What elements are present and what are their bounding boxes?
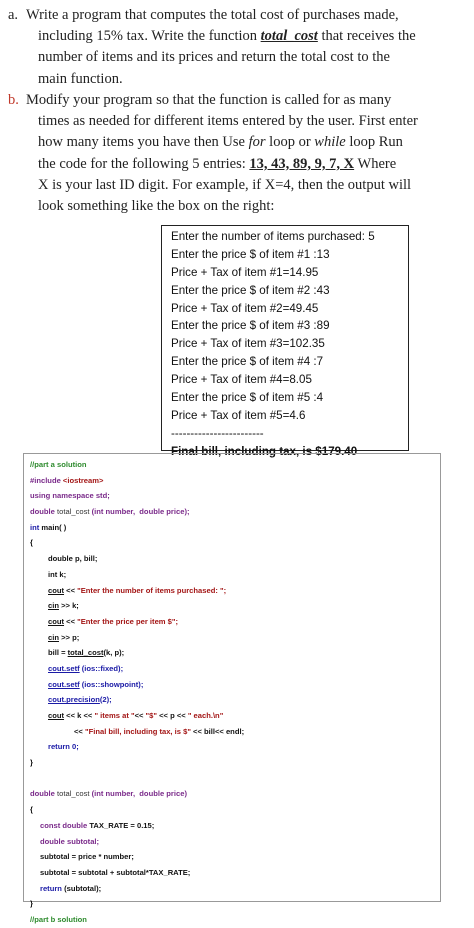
- code-line: [30, 473, 440, 489]
- code-token: "Final bill, including tax, is $": [84, 726, 191, 736]
- code-token: " each.\n": [187, 711, 224, 720]
- output-line: Enter the price $ of item #5 :4: [171, 391, 324, 405]
- output-line: Price + Tax of item #1=14.95: [171, 265, 319, 279]
- code-token: <iostream>: [62, 475, 104, 485]
- code-token: main( ): [39, 522, 67, 532]
- code-token: double: [30, 507, 55, 517]
- code-token: <<: [74, 726, 85, 736]
- output-line: Enter the price $ of item #1 :13: [171, 247, 330, 261]
- output-line: Price + Tax of item #5=4.6: [171, 408, 306, 422]
- code-line: int k;: [48, 569, 67, 579]
- question-b-line-3: [8, 132, 468, 153]
- output-line: Enter the price $ of item #2 :43: [171, 283, 330, 297]
- entries-list: 13, 43, 89, 9, 7, X: [249, 155, 355, 172]
- output-final-bill: Final bill, including tax, is $179.40: [171, 444, 358, 458]
- code-token: " items at ": [94, 711, 135, 720]
- output-line: Enter the number of items purchased: 5: [171, 230, 375, 243]
- question-b-text-3a: how many items you have then Use: [38, 134, 249, 151]
- question-b-line-1: [8, 90, 468, 111]
- code-line: [30, 818, 440, 834]
- code-token: (ios::showpoint);: [79, 679, 144, 689]
- code-token: cout.setf: [48, 663, 80, 673]
- code-token: return: [40, 883, 62, 893]
- code-solution-box: [23, 453, 441, 924]
- code-token: << p <<: [156, 711, 188, 720]
- code-token: cin: [48, 601, 59, 611]
- code-line: }: [30, 758, 33, 768]
- code-token: bill =: [48, 648, 68, 658]
- code-line: [30, 708, 440, 724]
- question-a-line-2: [8, 26, 468, 47]
- code-line: [30, 692, 440, 708]
- code-line: [30, 614, 440, 630]
- code-line: return 0;: [48, 742, 79, 752]
- code-token: << k <<: [64, 711, 95, 720]
- code-token: const double: [40, 820, 88, 830]
- code-token: cout.setf: [48, 679, 80, 689]
- code-line: double subtotal;: [40, 836, 100, 846]
- question-b-text-3b: loop or: [265, 134, 315, 151]
- code-comment: //part b solution: [30, 914, 87, 924]
- code-token: cout: [48, 585, 65, 595]
- code-line: [30, 645, 440, 661]
- code-token: cout.precision: [48, 695, 100, 705]
- function-name-total-cost: total_cost: [260, 28, 318, 45]
- code-line: }: [30, 899, 33, 909]
- question-a-text-1: Write a program that computes the total cost of purchases made,: [26, 7, 399, 23]
- code-token: >> p;: [58, 632, 80, 642]
- code-token: >> k;: [58, 601, 79, 611]
- sample-output-box: [161, 225, 409, 458]
- code-token: (2);: [99, 695, 112, 705]
- while-keyword: while: [314, 134, 346, 151]
- question-b-marker: b.: [8, 92, 19, 108]
- code-line: [30, 771, 440, 787]
- question-b-line-4: [8, 154, 468, 175]
- question-b-text-3c: loop Run: [345, 134, 403, 151]
- question-a-text-2b: that receives the: [317, 28, 416, 45]
- code-token: cin: [48, 632, 59, 642]
- code-line: [30, 881, 440, 897]
- code-token: "Enter the price per item $";: [77, 616, 179, 626]
- for-keyword: for: [248, 134, 266, 151]
- code-line: [30, 520, 440, 536]
- code-token: <<: [134, 711, 146, 720]
- code-line: using namespace std;: [30, 491, 110, 501]
- code-token: int: [30, 522, 40, 532]
- question-a-marker: a.: [8, 7, 19, 23]
- code-line: [30, 583, 440, 599]
- question-a-line-1: [8, 5, 468, 26]
- code-token: (subtotal);: [61, 883, 102, 893]
- question-a-line-4: main function.: [38, 70, 123, 87]
- code-line: double p, bill;: [48, 554, 98, 564]
- code-token: "Enter the number of items purchased: ";: [77, 585, 227, 595]
- output-line: Enter the price $ of item #3 :89: [171, 319, 330, 333]
- code-token: <<: [64, 616, 78, 626]
- code-line: [30, 504, 440, 520]
- question-a-text-2a: including 15% tax. Write the function: [38, 28, 261, 45]
- code-line: subtotal = subtotal + subtotal*TAX_RATE;: [40, 867, 191, 877]
- code-line: [30, 630, 440, 646]
- code-token: "$": [145, 711, 157, 720]
- code-token: cout: [48, 616, 65, 626]
- output-line: Price + Tax of item #3=102.35: [171, 337, 325, 351]
- code-token: total_cost: [54, 789, 92, 799]
- code-line: [30, 786, 440, 802]
- code-token: #include: [30, 475, 63, 485]
- question-b-text-1: Modify your program so that the function is called for as many: [26, 92, 392, 108]
- code-token: cout: [48, 711, 65, 720]
- question-b-line-5: X is your last ID digit. For example, if X=4, then the output will: [38, 176, 412, 193]
- code-token: double: [30, 789, 55, 799]
- code-line: {: [30, 805, 33, 815]
- code-line: {: [30, 538, 33, 548]
- code-token: (ios::fixed);: [79, 663, 124, 673]
- code-token: TAX_RATE = 0.15;: [87, 820, 155, 830]
- code-line: [30, 724, 440, 740]
- question-b-line-2: times as needed for different items entered by the user. First enter: [38, 113, 418, 130]
- question-b-line-6: look something like the box on the right:: [38, 198, 275, 215]
- output-separator: ------------------------: [171, 426, 264, 440]
- code-token: (int number, double price);: [91, 507, 190, 517]
- code-line: subtotal = price * number;: [40, 852, 134, 862]
- question-b-text-4b: Where: [354, 155, 397, 172]
- code-line: [30, 661, 440, 677]
- code-token: <<: [64, 585, 78, 595]
- code-token: total_cost: [67, 648, 104, 658]
- question-a-line-3: number of items and its prices and return the total cost to the: [38, 49, 390, 66]
- output-line: Enter the price $ of item #4 :7: [171, 355, 324, 369]
- code-token: total_cost: [54, 507, 92, 517]
- code-line: [30, 598, 440, 614]
- code-token: (int number, double price): [91, 789, 187, 799]
- question-b-text-4a: the code for the following 5 entries:: [38, 155, 250, 172]
- code-token: << bill<< endl;: [190, 726, 245, 736]
- code-token: (k, p);: [103, 648, 125, 658]
- code-line: [30, 677, 440, 693]
- output-line: Price + Tax of item #2=49.45: [171, 301, 319, 315]
- question-b: [8, 90, 468, 217]
- output-line: Price + Tax of item #4=8.05: [171, 373, 312, 387]
- code-comment: //part a solution: [30, 460, 87, 469]
- question-a: [8, 5, 468, 90]
